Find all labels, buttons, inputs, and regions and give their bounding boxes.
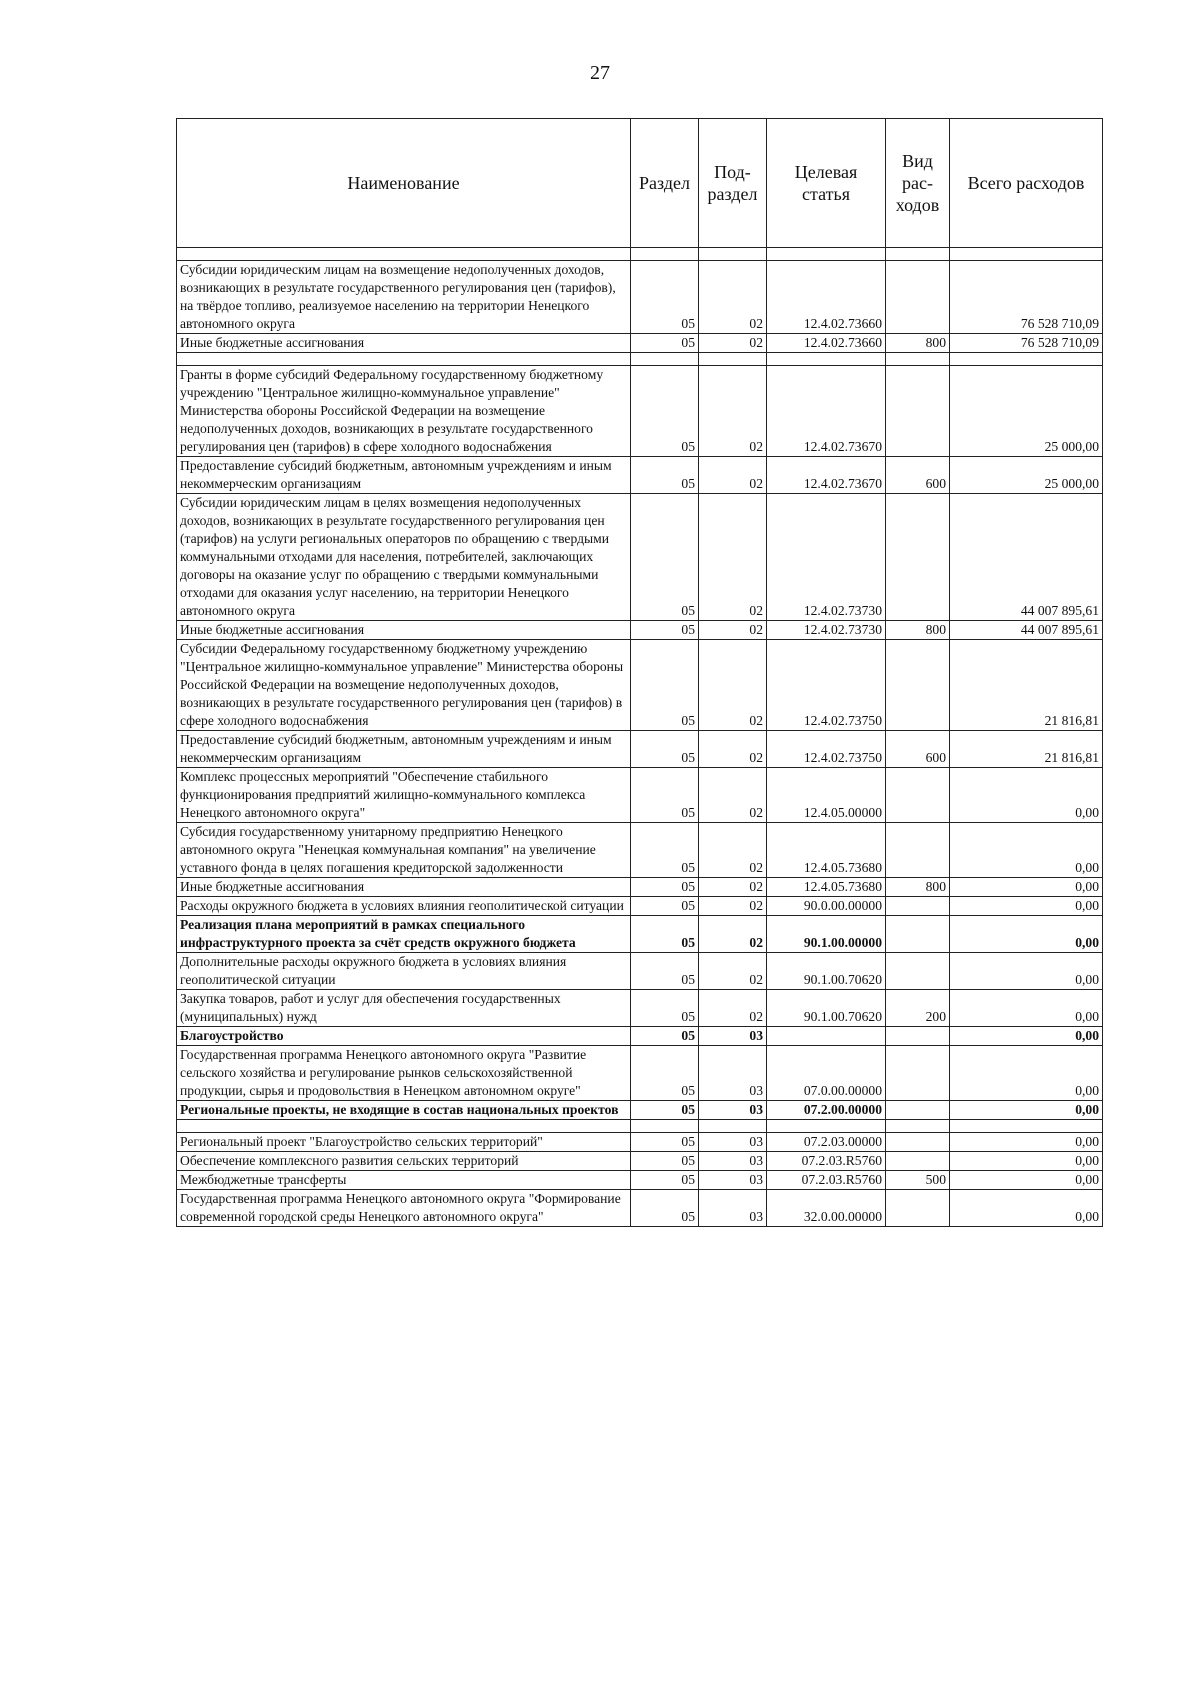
row-expense-type <box>886 1133 950 1152</box>
header-expense-type: Вид рас-ходов <box>886 119 950 248</box>
row-section: 05 <box>631 823 699 878</box>
row-name: Субсидии юридическим лицам на возмещение недополученных доходов, возникающих в результате государственного регулирования цен (тарифов), на твёрдое топливо, реализуемое населению на территории Ненецкого автономного округа <box>177 261 631 334</box>
row-subsection: 02 <box>699 621 767 640</box>
spacer-cell <box>631 1120 699 1133</box>
row-target-article <box>767 1027 886 1046</box>
row-subsection: 02 <box>699 731 767 768</box>
row-target-article: 07.2.03.R5760 <box>767 1171 886 1190</box>
row-target-article: 07.2.00.00000 <box>767 1101 886 1120</box>
row-expense-type: 800 <box>886 334 950 353</box>
spacer-cell <box>699 248 767 261</box>
spacer-cell <box>177 1120 631 1133</box>
row-target-article: 07.2.03.R5760 <box>767 1152 886 1171</box>
row-subsection: 02 <box>699 823 767 878</box>
row-total: 0,00 <box>950 990 1103 1027</box>
spacer-cell <box>177 353 631 366</box>
row-subsection: 03 <box>699 1152 767 1171</box>
row-name: Субсидии юридическим лицам в целях возмещения недополученных доходов, возникающих в результате государственного регулирования цен (тарифов) на услуги региональных операторов по обращению с твердыми коммунальными отходами для населения, потребителей, заключающих договоры на оказание услуг по обращению с твердыми коммунальными отходами для оказания услуг населению, на территории Ненецкого автономного округа <box>177 494 631 621</box>
row-expense-type <box>886 916 950 953</box>
row-section: 05 <box>631 897 699 916</box>
row-total: 76 528 710,09 <box>950 334 1103 353</box>
row-subsection: 03 <box>699 1046 767 1101</box>
row-name: Межбюджетные трансферты <box>177 1171 631 1190</box>
row-total: 44 007 895,61 <box>950 621 1103 640</box>
row-total: 0,00 <box>950 1152 1103 1171</box>
row-total: 0,00 <box>950 768 1103 823</box>
row-expense-type: 500 <box>886 1171 950 1190</box>
table-header-row <box>177 119 1103 248</box>
row-subsection: 03 <box>699 1027 767 1046</box>
row-target-article: 90.0.00.00000 <box>767 897 886 916</box>
row-total: 0,00 <box>950 916 1103 953</box>
row-name: Субсидия государственному унитарному предприятию Ненецкого автономного округа "Ненецкая коммунальная компания" на увеличение уставного фонда в целях погашения кредиторской задолженности <box>177 823 631 878</box>
row-target-article: 07.0.00.00000 <box>767 1046 886 1101</box>
row-name: Реализация плана мероприятий в рамках специального инфраструктурного проекта за счёт средств окружного бюджета <box>177 916 631 953</box>
row-section: 05 <box>631 1101 699 1120</box>
row-expense-type: 600 <box>886 731 950 768</box>
row-section: 05 <box>631 990 699 1027</box>
row-section: 05 <box>631 731 699 768</box>
row-section: 05 <box>631 1046 699 1101</box>
row-subsection: 03 <box>699 1171 767 1190</box>
row-section: 05 <box>631 768 699 823</box>
row-target-article: 12.4.02.73670 <box>767 457 886 494</box>
row-target-article: 12.4.02.73670 <box>767 366 886 457</box>
row-name: Иные бюджетные ассигнования <box>177 878 631 897</box>
row-name: Комплекс процессных мероприятий "Обеспечение стабильного функционирования предприятий жилищно-коммунального комплекса Ненецкого автономного округа" <box>177 768 631 823</box>
row-total: 21 816,81 <box>950 731 1103 768</box>
row-name: Дополнительные расходы окружного бюджета в условиях влияния геополитической ситуации <box>177 953 631 990</box>
row-section: 05 <box>631 621 699 640</box>
row-total: 0,00 <box>950 897 1103 916</box>
spacer-cell <box>886 1120 950 1133</box>
table-row <box>177 897 1103 916</box>
row-target-article: 12.4.05.73680 <box>767 823 886 878</box>
row-subsection: 03 <box>699 1101 767 1120</box>
spacer-cell <box>767 1120 886 1133</box>
row-name: Иные бюджетные ассигнования <box>177 621 631 640</box>
row-target-article: 12.4.02.73730 <box>767 621 886 640</box>
row-name: Обеспечение комплексного развития сельских территорий <box>177 1152 631 1171</box>
row-name: Гранты в форме субсидий Федеральному государственному бюджетному учреждению "Центральное жилищно-коммунальное управление" Министерства обороны Российской Федерации на возмещение недополученных доходов, возникающих в результате государственного регулирования цен (тарифов) в сфере холодного водоснабжения <box>177 366 631 457</box>
table-row <box>177 823 1103 878</box>
row-name: Благоустройство <box>177 1027 631 1046</box>
spacer-cell <box>886 353 950 366</box>
spacer-cell <box>631 248 699 261</box>
table-row <box>177 953 1103 990</box>
row-subsection: 02 <box>699 457 767 494</box>
spacer-cell <box>950 248 1103 261</box>
spacer-cell <box>699 1120 767 1133</box>
page-number: 27 <box>590 62 610 84</box>
row-expense-type <box>886 1046 950 1101</box>
row-target-article: 12.4.02.73750 <box>767 731 886 768</box>
row-total: 25 000,00 <box>950 457 1103 494</box>
row-expense-type <box>886 366 950 457</box>
row-expense-type: 600 <box>886 457 950 494</box>
row-subsection: 02 <box>699 897 767 916</box>
row-expense-type <box>886 1101 950 1120</box>
spacer-cell <box>631 353 699 366</box>
header-target-article: Целевая статья <box>767 119 886 248</box>
row-subsection: 02 <box>699 878 767 897</box>
row-expense-type <box>886 494 950 621</box>
spacer-cell <box>767 248 886 261</box>
table-row <box>177 1101 1103 1120</box>
table-row <box>177 1046 1103 1101</box>
row-section: 05 <box>631 494 699 621</box>
row-subsection: 02 <box>699 494 767 621</box>
row-target-article: 12.4.05.00000 <box>767 768 886 823</box>
row-total: 0,00 <box>950 1133 1103 1152</box>
row-name: Иные бюджетные ассигнования <box>177 334 631 353</box>
row-section: 05 <box>631 1171 699 1190</box>
row-target-article: 12.4.02.73660 <box>767 261 886 334</box>
row-section: 05 <box>631 1152 699 1171</box>
row-expense-type: 200 <box>886 990 950 1027</box>
table-row <box>177 457 1103 494</box>
row-subsection: 02 <box>699 768 767 823</box>
row-subsection: 02 <box>699 916 767 953</box>
table-row <box>177 1190 1103 1227</box>
row-expense-type <box>886 953 950 990</box>
row-section: 05 <box>631 457 699 494</box>
header-name: Наименование <box>177 119 631 248</box>
row-target-article: 90.1.00.00000 <box>767 916 886 953</box>
table-row <box>177 621 1103 640</box>
header-section: Раздел <box>631 119 699 248</box>
row-target-article: 12.4.02.73750 <box>767 640 886 731</box>
row-target-article: 07.2.03.00000 <box>767 1133 886 1152</box>
row-expense-type <box>886 768 950 823</box>
row-target-article: 90.1.00.70620 <box>767 953 886 990</box>
table-row <box>177 878 1103 897</box>
table-row <box>177 334 1103 353</box>
row-expense-type <box>886 823 950 878</box>
row-expense-type <box>886 640 950 731</box>
spacer-cell <box>950 353 1103 366</box>
row-total: 21 816,81 <box>950 640 1103 731</box>
row-expense-type <box>886 1190 950 1227</box>
header-total: Всего расходов <box>950 119 1103 248</box>
row-total: 25 000,00 <box>950 366 1103 457</box>
row-total: 0,00 <box>950 1101 1103 1120</box>
row-target-article: 12.4.05.73680 <box>767 878 886 897</box>
spacer-cell <box>950 1120 1103 1133</box>
row-total: 0,00 <box>950 1190 1103 1227</box>
row-section: 05 <box>631 261 699 334</box>
row-name: Региональный проект "Благоустройство сельских территорий" <box>177 1133 631 1152</box>
row-expense-type <box>886 1027 950 1046</box>
row-subsection: 02 <box>699 640 767 731</box>
table-row <box>177 990 1103 1027</box>
row-total: 44 007 895,61 <box>950 494 1103 621</box>
row-section: 05 <box>631 640 699 731</box>
row-section: 05 <box>631 1190 699 1227</box>
row-expense-type: 800 <box>886 878 950 897</box>
row-name: Расходы окружного бюджета в условиях влияния геополитической ситуации <box>177 897 631 916</box>
table-row <box>177 494 1103 621</box>
spacer-cell <box>699 353 767 366</box>
table-row <box>177 731 1103 768</box>
table-spacer-row <box>177 248 1103 261</box>
table-row <box>177 1027 1103 1046</box>
table-spacer-row <box>177 1120 1103 1133</box>
table-row <box>177 916 1103 953</box>
row-subsection: 02 <box>699 334 767 353</box>
table-row <box>177 1133 1103 1152</box>
row-subsection: 02 <box>699 953 767 990</box>
table-row <box>177 768 1103 823</box>
row-target-article: 32.0.00.00000 <box>767 1190 886 1227</box>
row-name: Предоставление субсидий бюджетным, автономным учреждениям и иным некоммерческим организациям <box>177 457 631 494</box>
row-total: 0,00 <box>950 953 1103 990</box>
row-subsection: 02 <box>699 261 767 334</box>
row-expense-type <box>886 261 950 334</box>
row-section: 05 <box>631 334 699 353</box>
table-row <box>177 640 1103 731</box>
table-spacer-row <box>177 353 1103 366</box>
row-expense-type: 800 <box>886 621 950 640</box>
row-total: 0,00 <box>950 823 1103 878</box>
spacer-cell <box>886 248 950 261</box>
header-subsection: Под-раздел <box>699 119 767 248</box>
row-subsection: 03 <box>699 1133 767 1152</box>
table-row <box>177 261 1103 334</box>
row-expense-type <box>886 1152 950 1171</box>
row-total: 0,00 <box>950 1171 1103 1190</box>
row-section: 05 <box>631 366 699 457</box>
table-body <box>177 248 1103 1227</box>
row-total: 76 528 710,09 <box>950 261 1103 334</box>
row-section: 05 <box>631 953 699 990</box>
spacer-cell <box>767 353 886 366</box>
row-name: Предоставление субсидий бюджетным, автономным учреждениям и иным некоммерческим организациям <box>177 731 631 768</box>
row-expense-type <box>886 897 950 916</box>
budget-table <box>176 118 1103 1227</box>
row-target-article: 12.4.02.73730 <box>767 494 886 621</box>
table-row <box>177 1152 1103 1171</box>
row-name: Закупка товаров, работ и услуг для обеспечения государственных (муниципальных) нужд <box>177 990 631 1027</box>
row-section: 05 <box>631 916 699 953</box>
row-subsection: 02 <box>699 366 767 457</box>
row-name: Государственная программа Ненецкого автономного округа "Развитие сельского хозяйства и регулирование рынков сельскохозяйственной продукции, сырья и продовольствия в Ненецком автономном округе" <box>177 1046 631 1101</box>
row-name: Региональные проекты, не входящие в состав национальных проектов <box>177 1101 631 1120</box>
row-target-article: 90.1.00.70620 <box>767 990 886 1027</box>
spacer-cell <box>177 248 631 261</box>
row-name: Государственная программа Ненецкого автономного округа "Формирование современной городской среды Ненецкого автономного округа" <box>177 1190 631 1227</box>
row-target-article: 12.4.02.73660 <box>767 334 886 353</box>
row-total: 0,00 <box>950 878 1103 897</box>
row-total: 0,00 <box>950 1046 1103 1101</box>
row-section: 05 <box>631 1027 699 1046</box>
row-total: 0,00 <box>950 1027 1103 1046</box>
row-section: 05 <box>631 878 699 897</box>
row-subsection: 03 <box>699 1190 767 1227</box>
table-row <box>177 366 1103 457</box>
table-row <box>177 1171 1103 1190</box>
row-name: Субсидии Федеральному государственному бюджетному учреждению "Центральное жилищно-коммунальное управление" Министерства обороны Российской Федерации на возмещение недополученных доходов, возникающих в результате государственного регулирования цен (тарифов) в сфере холодного водоснабжения <box>177 640 631 731</box>
row-section: 05 <box>631 1133 699 1152</box>
row-subsection: 02 <box>699 990 767 1027</box>
